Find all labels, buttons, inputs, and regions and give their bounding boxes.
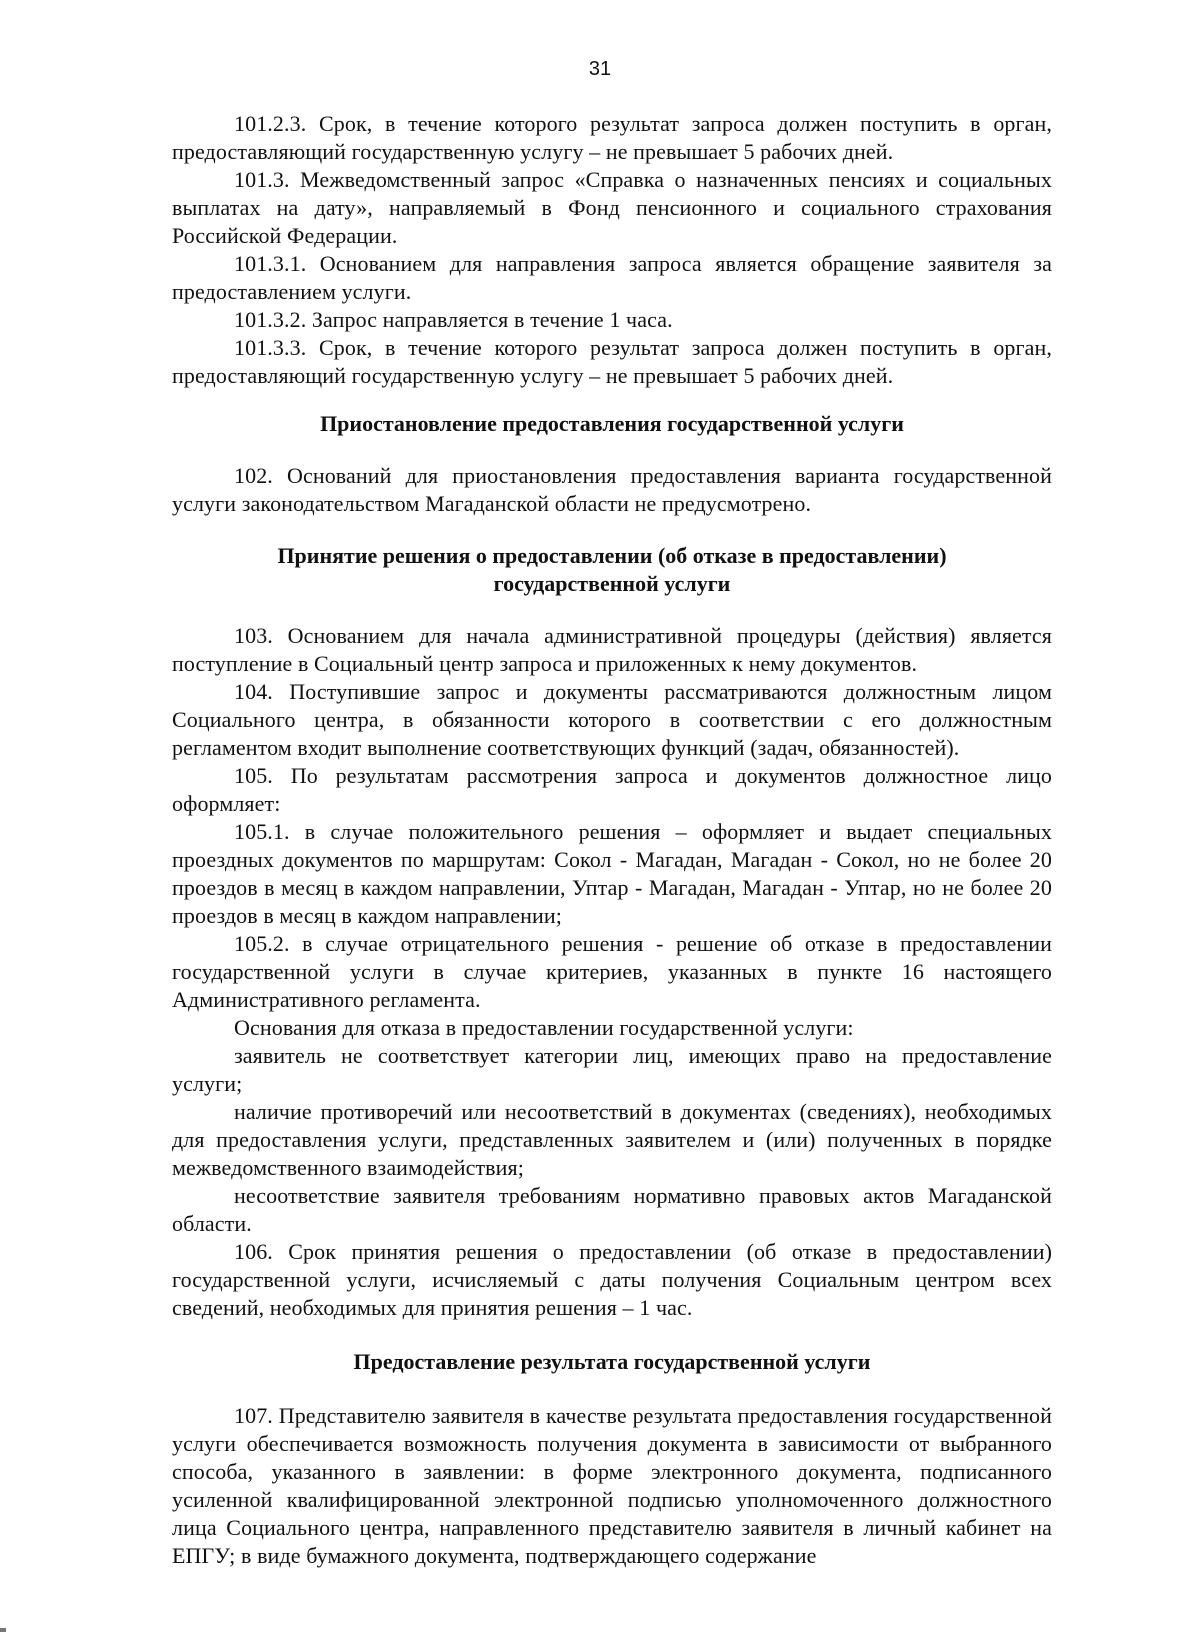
paragraph-105-1: 105.1. в случае положительного решения – оформляет и выдает специальных проездных документов по маршрутам: Сокол - Магадан, Магадан - Сокол, но не более 20 проездов в месяц в каждом направлении, Уптар - Магадан, Магадан - Уптар, но не более 20 проездов в месяц в каждом направлении;	[172, 819, 1052, 928]
scan-edge-mark	[0, 1628, 6, 1632]
section-heading-decision-line2: государственной услуги	[493, 571, 731, 596]
paragraph-refusal-grounds: Основания для отказа в предоставлении государственной услуги:	[234, 1015, 854, 1040]
paragraph-refusal-ground-1: заявитель не соответствует категории лиц, имеющих право на предоставление услуги;	[172, 1043, 1052, 1096]
paragraph-101-3-1: 101.3.1. Основанием для направления запроса является обращение заявителя за предоставлением услуги.	[172, 251, 1052, 304]
paragraph-104: 104. Поступившие запрос и документы рассматриваются должностным лицом Социального центра, в обязанности которого в соответствии с его должностным регламентом входит выполнение соответствующих функций (задач, обязанностей).	[172, 679, 1052, 760]
section-heading-suspension: Приостановление предоставления государственной услуги	[320, 411, 904, 436]
paragraph-102: 102. Оснований для приостановления предоставления варианта государственной услуги законодательством Магаданской области не предусмотрено.	[172, 463, 1052, 516]
page-number: 31	[588, 58, 612, 80]
paragraph-101-3-2: 101.3.2. Запрос направляется в течение 1 часа.	[234, 307, 673, 332]
paragraph-107: 107. Представителю заявителя в качестве результата предоставления государственной услуги обеспечивается возможность получения документа в зависимости от выбранного способа, указанного в заявлении: в форме электронного документа, подписанного усиленной квалифицированной электронной подписью уполномоченного должностного лица Социального центра, направленного представителю заявителя в личный кабинет на ЕПГУ; в виде бумажного документа, подтверждающего содержание	[172, 1403, 1052, 1568]
section-heading-decision-line1: Принятие решения о предоставлении (об отказе в предоставлении)	[277, 543, 947, 568]
section-heading-result: Предоставление результата государственной услуги	[353, 1349, 871, 1374]
section-heading-decision	[172, 542, 1052, 598]
document-body	[172, 110, 1052, 1570]
paragraph-101-3-3: 101.3.3. Срок, в течение которого результат запроса должен поступить в орган, предоставляющий государственную услугу – не превышает 5 рабочих дней.	[172, 335, 1052, 388]
paragraph-103: 103. Основанием для начала административной процедуры (действия) является поступление в Социальный центр запроса и приложенных к нему документов.	[172, 623, 1052, 676]
paragraph-105-2: 105.2. в случае отрицательного решения - решение об отказе в предоставлении государственной услуги в случае критериев, указанных в пункте 16 настоящего Административного регламента.	[172, 931, 1052, 1012]
paragraph-refusal-ground-3: несоответствие заявителя требованиям нормативно правовых актов Магаданской области.	[172, 1183, 1052, 1236]
paragraph-101-3: 101.3. Межведомственный запрос «Справка о назначенных пенсиях и социальных выплатах на дату», направляемый в Фонд пенсионного и социального страхования Российской Федерации.	[172, 167, 1052, 248]
paragraph-105: 105. По результатам рассмотрения запроса и документов должностное лицо оформляет:	[172, 763, 1052, 816]
paragraph-101-2-3: 101.2.3. Срок, в течение которого результат запроса должен поступить в орган, предоставляющий государственную услугу – не превышает 5 рабочих дней.	[172, 111, 1052, 164]
paragraph-refusal-ground-2: наличие противоречий или несоответствий в документах (сведениях), необходимых для предоставления услуги, представленных заявителем и (или) полученных в порядке межведомственного взаимодействия;	[172, 1099, 1052, 1180]
paragraph-106: 106. Срок принятия решения о предоставлении (об отказе в предоставлении) государственной услуги, исчисляемый с даты получения Социальным центром всех сведений, необходимых для принятия решения – 1 час.	[172, 1239, 1052, 1320]
